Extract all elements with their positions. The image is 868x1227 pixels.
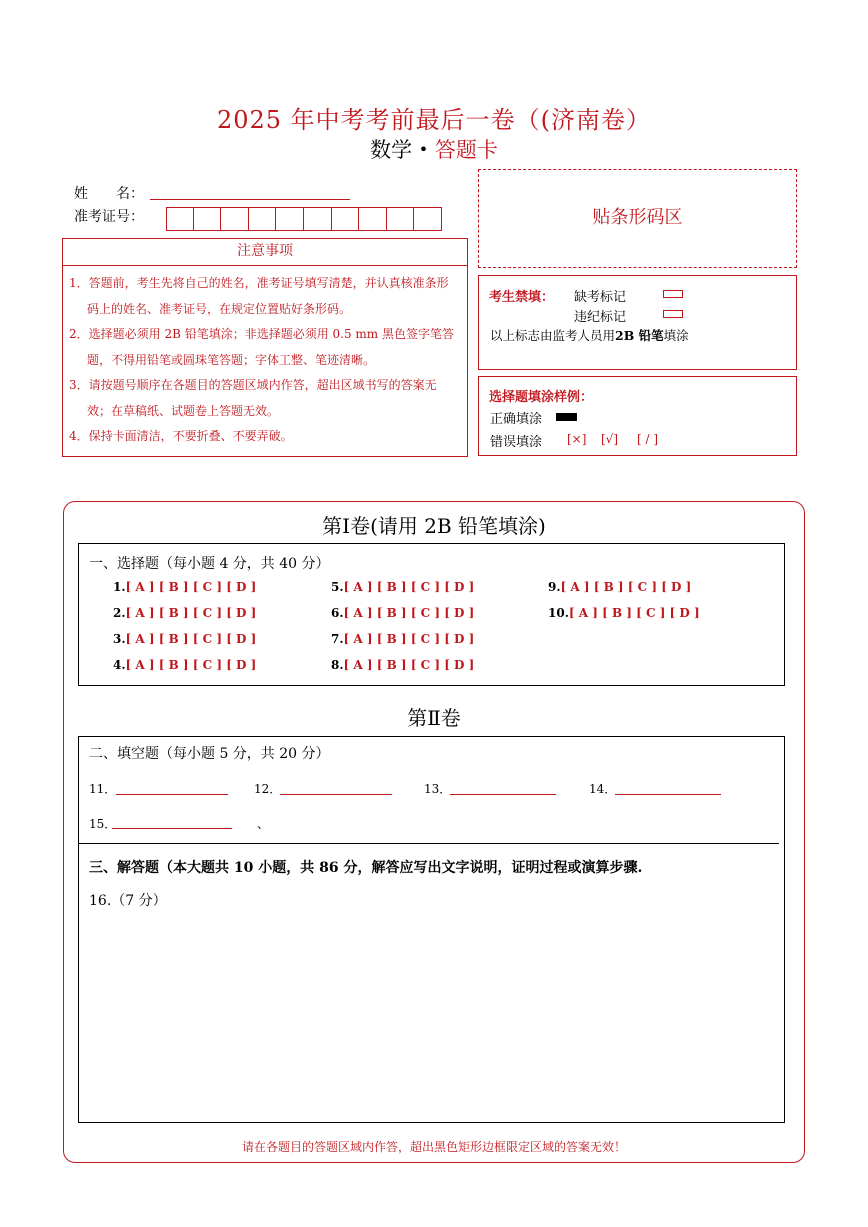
question-number: 10. — [548, 606, 569, 620]
violation-mark-label: 违纪标记 — [574, 310, 627, 325]
question-number: 8. — [331, 658, 344, 672]
exam-id-boxes[interactable] — [166, 207, 442, 231]
choice-options: [ A ] [ B ] [ C ] [ D ] — [125, 580, 257, 594]
blank-line-11[interactable] — [116, 794, 228, 795]
examiner-note-post: 填涂 — [663, 328, 689, 343]
choice-question-4[interactable] — [113, 658, 256, 672]
examiner-only-panel — [478, 275, 797, 370]
footer-warning: 请在各题目的答题区域内作答，超出黑色矩形边框限定区域的答案无效！ — [241, 1140, 626, 1154]
choice-options: [ A ] [ B ] [ C ] [ D ] — [343, 580, 475, 594]
absent-mark-box[interactable] — [663, 290, 683, 298]
page-subtitle — [0, 134, 868, 164]
choice-options: [ A ] [ B ] [ C ] [ D ] — [343, 606, 475, 620]
notice-title: 注意事项 — [63, 239, 467, 266]
question-number: 5. — [331, 580, 344, 594]
exam-id-digit-box[interactable] — [166, 207, 194, 231]
blank-line-15[interactable] — [112, 828, 232, 829]
wrong-mark-check: [√] — [601, 432, 619, 446]
subtitle-dot: • — [418, 140, 429, 159]
blank-number-11: 11． — [89, 782, 117, 796]
question-16-label: 16.（7 分） — [89, 893, 167, 909]
notice-item: 4．保持卡面清洁，不要折叠、不要弄破。 — [69, 429, 293, 443]
barcode-area — [478, 169, 797, 268]
examiner-note-pre: 以上标志由监考人员用 — [490, 328, 616, 343]
volume-1-title: 第Ⅰ卷(请用 2B 铅笔填涂) — [322, 514, 546, 538]
choice-question-7[interactable] — [331, 632, 474, 646]
choice-question-3[interactable] — [113, 632, 256, 646]
correct-fill-label: 正确填涂 — [490, 412, 543, 427]
exam-id-digit-box[interactable] — [221, 207, 249, 231]
exam-id-digit-box[interactable] — [359, 207, 387, 231]
exam-id-label: 准考证号： — [74, 209, 144, 225]
answer-sheet-label: 答题卡 — [434, 138, 498, 162]
blank-line-14[interactable] — [615, 794, 721, 795]
choice-section — [78, 543, 785, 686]
answer-header: 三、解答题（本大题共 10 小题，共 86 分，解答应写出文字说明，证明过程或演算步骤. — [89, 860, 643, 876]
choice-question-6[interactable] — [331, 606, 474, 620]
blank-number-12: 12． — [254, 782, 282, 796]
choice-question-2[interactable] — [113, 606, 256, 620]
blank-number-14: 14． — [589, 782, 617, 796]
choice-options: [ A ] [ B ] [ C ] [ D ] — [125, 658, 257, 672]
fill-blank-header: 二、填空题（每小题 5 分，共 20 分） — [89, 746, 330, 762]
exam-id-digit-box[interactable] — [304, 207, 332, 231]
examiner-note — [490, 326, 689, 344]
notice-item: 1．答题前，考生先将自己的姓名，准考证号填写清楚，并认真核准条形码上的姓名、准考证号，在规定位置贴好条形码。 — [69, 276, 449, 316]
choice-options: [ A ] [ B ] [ C ] [ D ] — [125, 632, 257, 646]
wrong-mark-cross: [×] — [567, 432, 587, 446]
choice-options: [ A ] [ B ] [ C ] [ D ] — [125, 606, 257, 620]
exam-id-digit-box[interactable] — [249, 207, 277, 231]
notice-list — [63, 266, 467, 450]
choice-options: [ A ] [ B ] [ C ] [ D ] — [343, 632, 475, 646]
blank-line-13[interactable] — [450, 794, 556, 795]
wrong-mark-slash: [ / ] — [637, 432, 659, 446]
fill-sample-panel — [478, 376, 797, 456]
notice-item: 3．请按题号顺序在各题目的答题区域内作答，超出区域书写的答案无效；在草稿纸、试题卷上答题无效。 — [69, 378, 437, 418]
choice-header: 一、选择题（每小题 4 分，共 40 分） — [89, 556, 330, 572]
examiner-note-bold: 2B 铅笔 — [615, 328, 664, 343]
absent-mark-label: 缺考标记 — [574, 290, 627, 305]
exam-id-digit-box[interactable] — [194, 207, 222, 231]
notice-panel — [62, 238, 468, 457]
section-divider — [79, 843, 779, 844]
notice-item: 2．选择题必须用 2B 铅笔填涂；非选择题必须用 0.5 mm 黑色签字笔答题，不得用铅笔或圆珠笔答题；字体工整、笔迹清晰。 — [69, 327, 455, 367]
blank-15-separator: 、 — [257, 817, 270, 831]
question-number: 9. — [548, 580, 561, 594]
blank-line-12[interactable] — [280, 794, 392, 795]
violation-mark-box[interactable] — [663, 310, 683, 318]
choice-question-10[interactable] — [548, 606, 700, 620]
page-title: 2025 年中考考前最后一卷（(济南卷） — [216, 106, 652, 134]
question-number: 2. — [113, 606, 126, 620]
barcode-label: 贴条形码区 — [592, 207, 683, 228]
choice-options: [ A ] [ B ] [ C ] [ D ] — [343, 658, 475, 672]
name-field[interactable] — [150, 199, 350, 200]
question-number: 7. — [331, 632, 344, 646]
exam-id-digit-box[interactable] — [414, 207, 442, 231]
examiner-only-title: 考生禁填： — [489, 290, 555, 305]
choice-question-9[interactable] — [548, 580, 691, 594]
question-number: 3. — [113, 632, 126, 646]
choice-question-8[interactable] — [331, 658, 474, 672]
exam-id-digit-box[interactable] — [387, 207, 415, 231]
choice-options: [ A ] [ B ] [ C ] [ D ] — [568, 606, 700, 620]
exam-id-digit-box[interactable] — [276, 207, 304, 231]
question-number: 4. — [113, 658, 126, 672]
volume-2-title: 第Ⅱ卷 — [407, 706, 461, 730]
fill-sample-title: 选择题填涂样例： — [489, 390, 594, 405]
subject-label: 数学 — [370, 138, 413, 162]
blank-number-13: 13． — [424, 782, 452, 796]
question-number: 1. — [113, 580, 126, 594]
wrong-fill-label: 错误填涂 — [490, 435, 543, 450]
correct-fill-mark — [556, 413, 577, 421]
name-label: 姓 名： — [74, 186, 144, 202]
question-number: 6. — [331, 606, 344, 620]
blank-number-15: 15． — [89, 817, 117, 831]
choice-options: [ A ] [ B ] [ C ] [ D ] — [560, 580, 692, 594]
choice-question-1[interactable] — [113, 580, 256, 594]
exam-id-digit-box[interactable] — [332, 207, 360, 231]
choice-question-5[interactable] — [331, 580, 474, 594]
answer-section — [78, 736, 785, 1123]
question-16-answer-area[interactable] — [80, 912, 783, 1120]
